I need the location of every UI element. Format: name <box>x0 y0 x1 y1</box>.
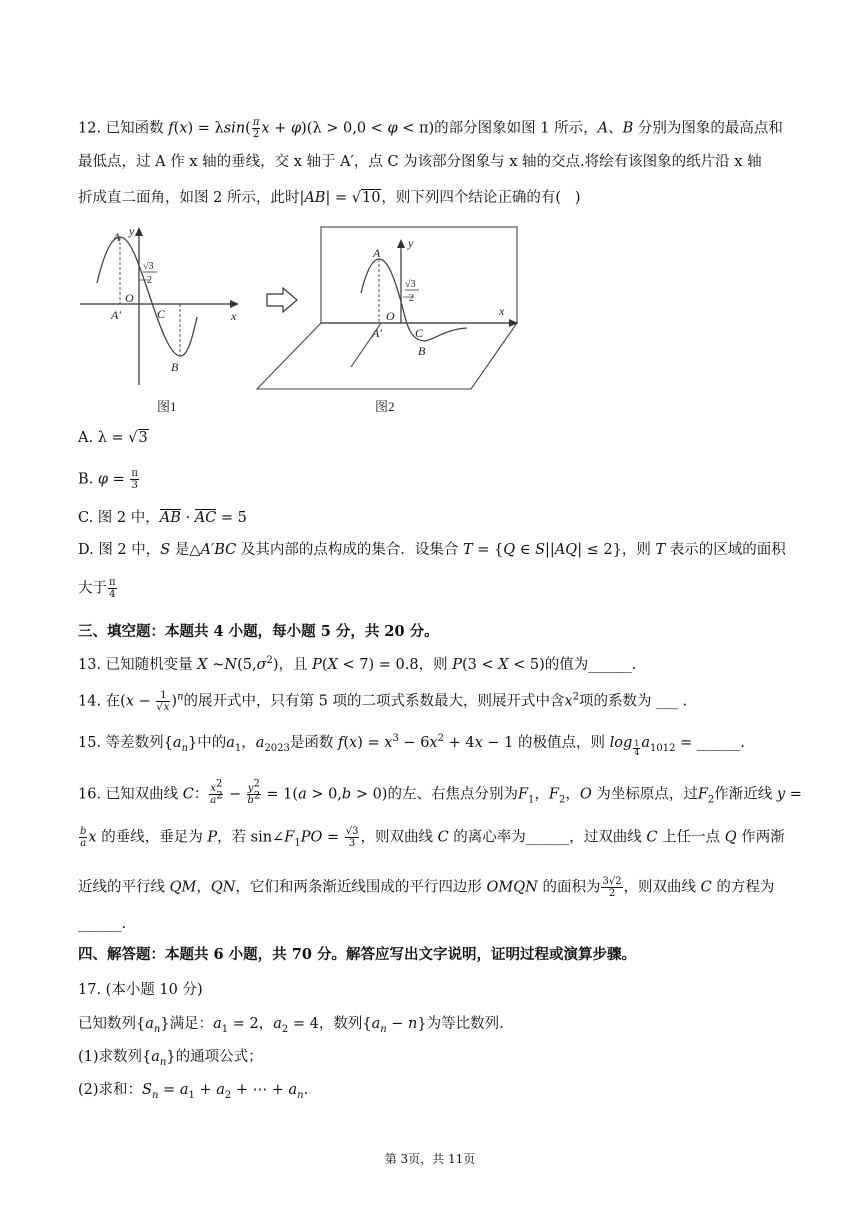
q16-line4: ______. <box>78 916 127 932</box>
q12-option-d-line2: 大于 $\frac{\pi}{4}$ <box>78 577 116 600</box>
fig2-label-x: x <box>499 304 505 318</box>
q12-option-d-line1: D. 图 2 中，S 是△A′BC 及其内部的点构成的集合．设集合 T = {Q ∈ S||AQ| ≤ 2}，则 T 表示的区域的面积 <box>78 542 786 558</box>
fig1-label-C: C <box>157 307 166 321</box>
figure-1 <box>80 225 239 414</box>
q16-line1: 16. 已知双曲线 C： $\frac{x^2}{a^2}$ − $\frac{y^2}{b^2}$ = 1(a > 0,b > 0)的左、右焦点分别为$F_1$，$F_2$，O 为坐标原点，过$F_2$作渐近线 y = <box>78 778 802 806</box>
q12-figures <box>75 225 535 417</box>
q17-stem: 已知数列$\{a_n\}$满足：$a_1 = 2$，$a_2 = 4$，数列$\{a_n - n\}$为等比数列. <box>78 1016 504 1035</box>
section-3-heading: 三、填空题：本题共 4 小题，每小题 5 分，共 20 分。 <box>78 623 439 640</box>
q12-option-a: A. λ = √3 <box>78 430 148 446</box>
q17-title: 17. (本小题 10 分) <box>78 982 203 998</box>
q15: 15. 等差数列$\{a_n\}$中的$a_1$，$a_{2023}$是函数 $f(x) = x^3 - 6x^2 + 4x - 1$ 的极值点，则 log $_{\frac{1}{4}}$ $a_{1012}$ = ______. <box>78 733 745 757</box>
section-4-heading: 四、解答题：本题共 6 小题，共 70 分。解答应写出文字说明，证明过程或演算步骤。 <box>78 946 636 963</box>
q12-line2: 最低点，过 A 作 x 轴的垂线，交 x 轴于 A′，点 C 为该部分图象与 x 轴的交点.将绘有该图象的纸片沿 x 轴 <box>78 154 762 170</box>
fig1-label-sqrt3: √3 <box>143 261 154 272</box>
q17-part1: (1)求数列$\{a_n\}$的通项公式； <box>78 1049 263 1068</box>
fig1-label-x: x <box>231 309 237 323</box>
fig2-caption: 图2 <box>375 399 395 414</box>
fig1-label-B: B <box>171 360 179 374</box>
fig2-label-A-prime: A′ <box>372 326 382 340</box>
q12-option-b: B. φ = $\frac{\pi}{3}$ <box>78 468 138 491</box>
fig1-label-y: y <box>129 225 135 238</box>
q16-line2: $\frac{b}{a}$ x 的垂线，垂足为 P，若 $\sin\angle F_1PO$ = $\frac{√3}{3}$ ，则双曲线 C 的离心率为______，过双曲线 C 上任一点 Q 作两渐 <box>80 826 785 849</box>
fig2-label-O: O <box>386 309 395 323</box>
q16-line3: 近线的平行线 QM，QN，它们和两条渐近线围成的平行四边形 OMQN 的面积为 $\frac{3√2}{2}$ ，则双曲线 C 的方程为 <box>78 876 775 899</box>
q13: 13. 已知随机变量 X $\sim N(5,\sigma^2)$，且 P(X < 7) = 0.8，则 P(3 < X < 5)的值为______. <box>78 655 637 673</box>
figure-2 <box>257 227 518 414</box>
fig2-label-two: 2 <box>409 293 414 304</box>
q12-line1: 12. 已知函数 f(x) = λsin( $\frac{\pi}{2}$ x + φ)(λ > 0,0 < φ < π)的部分图象如图 1 所示，A、B 分别为图象的最高点和 <box>78 117 783 140</box>
fig2-label-B: B <box>418 344 426 358</box>
q12-line3: 折成直二面角，如图 2 所示，此时|AB| = √10，则下列四个结论正确的有( ) <box>78 190 581 206</box>
q14: 14. 在(x − $\frac{1}{√x}$ )$^n$的展开式中，只有第 5 项的二项式系数最大，则展开式中含$x^2$项的系数为 ___ . <box>78 690 688 713</box>
fig1-label-A: A <box>113 230 121 244</box>
q12-option-c: C. 图 2 中，AB · AC = 5 <box>78 510 247 526</box>
fig1-label-A-prime: A′ <box>111 308 121 322</box>
page-footer: 第 3页，共 11页 <box>384 1152 476 1166</box>
fig2-label-C: C <box>415 326 424 340</box>
fig2-label-sqrt3: √3 <box>405 279 416 290</box>
q17-part2: (2)求和：$S_n = a_1 + a_2$ + ⋯ + $a_n$. <box>78 1082 309 1101</box>
fig2-label-A: A <box>373 246 381 260</box>
fig1-label-two: 2 <box>147 275 152 286</box>
fig1-caption: 图1 <box>157 399 177 414</box>
arrow-shape <box>267 288 297 312</box>
fig1-label-O: O <box>125 291 134 305</box>
fig2-label-y: y <box>408 236 414 250</box>
